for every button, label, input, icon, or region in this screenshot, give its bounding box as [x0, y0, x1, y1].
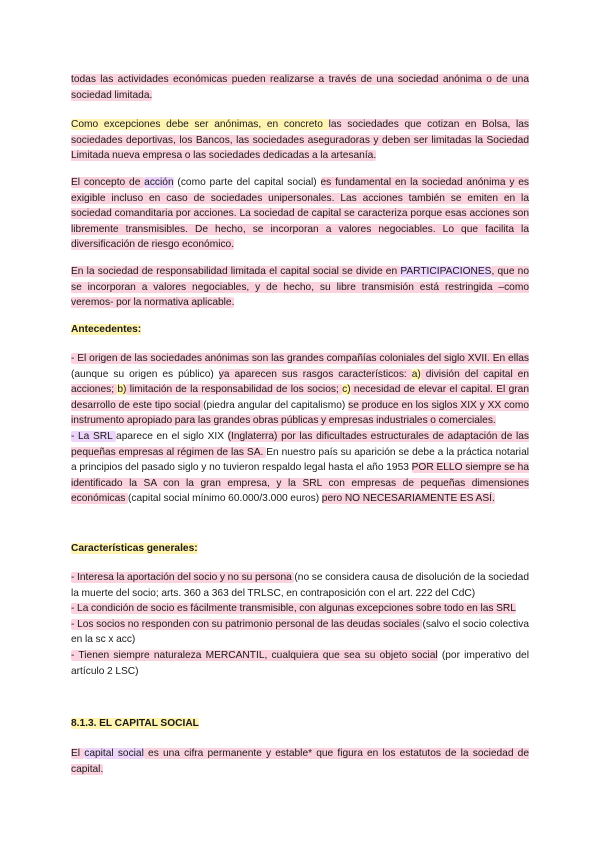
- text-run: limitación de la responsabilidad de los socios;: [126, 384, 343, 396]
- paragraph-srl-participations: [71, 264, 529, 311]
- text-run: acción: [144, 177, 174, 188]
- paragraph-capital-social: [71, 746, 529, 777]
- text-run: - La condición de socio es fácilmente transmisible, con algunas excepciones sobre todo en las SRL: [71, 603, 516, 615]
- text-run: (capital social mínimo 60.000/3.000 euros): [128, 493, 322, 505]
- heading-text: Antecedentes:: [71, 324, 142, 335]
- text-run: es fundamental en la sociedad anónima y es exigible incluso en caso de sociedades unipersonales. Las acciones también se emiten en la sociedad comanditaria por acciones. La sociedad de capital se caracteriza porque esas acciones son libremente transmisibles. De hecho, se incorporan a valores negociables. Lo que facilita la diversificación de riesgo económico.: [71, 177, 529, 251]
- text-run: - Tienen siempre naturaleza MERCANTIL, cualquiera que sea su objeto social: [71, 649, 438, 661]
- heading-text: Características generales:: [71, 543, 198, 554]
- text-run: (piedra angular del capitalismo): [203, 399, 349, 411]
- text-run: PARTICIPACIONES: [400, 266, 492, 277]
- paragraph-caracteristicas: [71, 570, 529, 679]
- text-run: - Los socios no responden con su patrimonio personal de las deudas sociales: [71, 618, 423, 630]
- heading-antecedentes: [71, 322, 529, 338]
- text-run: ya aparecen sus rasgos característicos:: [218, 368, 412, 380]
- text-run: se produce en los siglos XIX y XX como instrumento apropiado para las grandes obras públicas y empresas industriales o comerciales.: [71, 399, 529, 427]
- paragraph-intro: [71, 72, 529, 103]
- text-run: (no se considera causa de disolución de la sociedad la muerte del socio; arts. 360 a 363 del TRLSC, en contraposición con el art. 222 del CdC): [71, 572, 529, 599]
- text-run: - La SRL: [71, 430, 117, 442]
- text-run: - Interesa la aportación del socio y no su persona: [71, 572, 295, 583]
- text-run: - El origen de las sociedades anónimas son las grandes compañías coloniales del siglo XVII. En ellas: [71, 353, 529, 364]
- paragraph-share-concept: [71, 175, 529, 253]
- text-run: En la sociedad de responsabilidad limitada el capital social se divide en: [71, 266, 401, 277]
- text-run: a): [411, 368, 421, 380]
- text-run: pero NO NECESARIAMENTE ES ASÍ.: [321, 493, 495, 505]
- text-run: , que no se incorporan a valores negociables, y de hecho, su libre transmisión está restringida –como veremos- por la normativa aplicable.: [71, 266, 529, 309]
- heading-capital-social: [71, 716, 529, 732]
- text-run: división del capital en acciones;: [71, 368, 530, 396]
- heading-caracteristicas: [71, 541, 529, 557]
- text-run: El: [71, 748, 85, 759]
- text-run: POR ELLO siempre se ha identificado la SA con la gran empresa, y la SRL con empresas de pequeñas dimensiones económicas: [71, 462, 529, 505]
- text-run: aparece en el siglo XIX: [116, 430, 228, 442]
- paragraph-antecedentes: [71, 351, 529, 507]
- text-run: El concepto de: [71, 177, 145, 188]
- text-run: (como parte del capital social): [173, 177, 321, 188]
- text-run: (por imperativo del artículo 2 LSC): [71, 649, 529, 677]
- text-run: capital social: [84, 748, 144, 759]
- text-run: (Inglaterra) por las dificultades estructurales de adaptación de las pequeñas empresas al régimen de las SA.: [71, 430, 530, 458]
- text-run: todas las actividades económicas pueden realizarse a través de una sociedad anónima o de una sociedad limitada.: [71, 74, 529, 101]
- text-run: b): [117, 384, 127, 396]
- text-run: Como excepciones debe ser anónimas, en concreto: [71, 119, 329, 130]
- text-run: (aunque su origen es público): [71, 368, 219, 380]
- text-run: las sociedades que cotizan en Bolsa, las sociedades deportivas, los Bancos, las sociedades aseguradoras y deben ser limitadas la Sociedad Limitada nueva empresa o las sociedades dedicadas a la artesanía.: [71, 119, 529, 162]
- paragraph-exceptions: [71, 117, 529, 164]
- text-run: (salvo el socio colectiva en la sc x acc): [71, 618, 530, 646]
- text-run: c): [342, 384, 351, 396]
- text-run: necesidad de elevar el capital. El gran desarrollo de este tipo social: [71, 384, 530, 411]
- text-run: es una cifra permanente y estable* que figura en los estatutos de la sociedad de capital.: [71, 748, 529, 775]
- heading-text: 8.1.3. EL CAPITAL SOCIAL: [71, 718, 199, 729]
- text-run: En nuestro país su aparición se debe a la práctica notarial a principios del pasado siglo y no tuvieron respaldo legal hasta el año 1953: [71, 446, 529, 474]
